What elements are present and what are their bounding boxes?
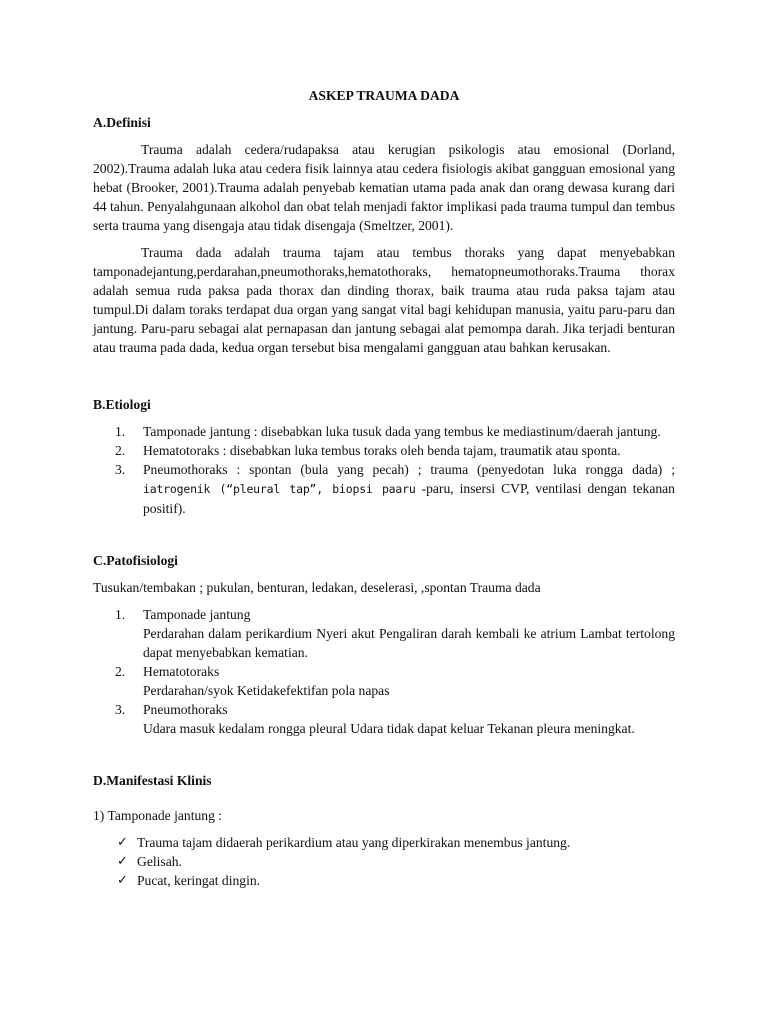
checkmark-icon: ✓: [117, 873, 128, 888]
list-item: [93, 871, 675, 890]
heading-manifestasi: D.Manifestasi Klinis: [93, 773, 212, 788]
checkmark-icon: ✓: [117, 854, 128, 869]
list-item: [93, 852, 675, 871]
definisi-paragraph-1: Trauma adalah cedera/rudapaksa atau kerugian psikologis atau emosional (Dorland, 2002).Trauma adalah luka atau cedera fisik lainnya atau cedera fisiologis akibat gangguan emosional yang hebat (Brooker, 2001).Trauma adalah penyebab kematian utama pada anak dan orang dewasa kurang dari 44 tahun. Penyalahgunaan alkohol dan obat telah menjadi faktor implikasi pada trauma tumpul dan tembus serta trauma yang disengaja atau tidak disengaja (Smeltzer, 2001).: [93, 142, 675, 233]
list-text: Pucat, keringat dingin.: [137, 873, 261, 888]
list-number: 1.: [115, 607, 126, 622]
list-text: Gelisah.: [137, 854, 182, 869]
list-item: [93, 422, 675, 441]
list-text: Tamponade jantung : disebabkan luka tusuk dada yang tembus ke mediastinum/daerah jantung.: [143, 424, 661, 439]
heading-definisi: A.Definisi: [93, 115, 151, 130]
manifestasi-checklist: [93, 833, 675, 890]
list-title: Hematotoraks: [143, 664, 220, 679]
list-number: 3.: [115, 702, 126, 717]
document-title: ASKEP TRAUMA DADA: [308, 88, 460, 103]
list-number: 2.: [115, 443, 126, 458]
list-text: Trauma tajam didaerah perikardium atau yang diperkirakan menembus jantung.: [137, 835, 571, 850]
list-text-compound: [143, 460, 675, 518]
list-text: Hematotoraks : disebabkan luka tembus toraks oleh benda tajam, traumatik atau sponta.: [143, 443, 621, 458]
patofisiologi-list: [93, 605, 675, 738]
list-text-mono: iatrogenik (“pleural tap”, biopsi paaru: [143, 482, 416, 496]
list-item: [93, 605, 675, 662]
manifestasi-subheading: 1) Tamponade jantung :: [93, 808, 223, 823]
list-desc: Udara masuk kedalam rongga pleural Udara tidak dapat keluar Tekanan pleura meningkat.: [143, 721, 635, 736]
list-item: [93, 662, 675, 700]
list-number: 1.: [115, 424, 126, 439]
heading-etiologi: B.Etiologi: [93, 397, 151, 412]
list-item: [93, 460, 675, 518]
list-body: [143, 662, 675, 700]
list-number: 2.: [115, 664, 126, 679]
patofisiologi-intro: Tusukan/tembakan ; pukulan, benturan, ledakan, deselerasi, ,spontan Trauma dada: [93, 580, 541, 595]
list-text-part-b: -paru, insersi CVP, ventilasi dengan tekanan positif).: [143, 481, 675, 516]
list-title: Pneumothoraks: [143, 702, 228, 717]
etiologi-list: [93, 422, 675, 518]
heading-patofisiologi: C.Patofisiologi: [93, 553, 178, 568]
list-desc: Perdarahan dalam perikardium Nyeri akut Pengaliran darah kembali ke atrium Lambat tertolong dapat menyebabkan kematian.: [143, 626, 675, 660]
definisi-paragraph-2: Trauma dada adalah trauma tajam atau tembus thoraks yang dapat menyebabkan tamponadejantung,perdarahan,pneumothoraks,hematothoraks, hematopneumothoraks.Trauma thorax adalah semua ruda paksa pada thorax dan dinding thorax, baik trauma atau ruda paksa tajam atau tumpul.Di dalam toraks terdapat dua organ yang sangat vital bagi kehidupan manusia, yaitu paru-paru dan jantung. Paru-paru sebagai alat pernapasan dan jantung sebagai alat pemompa darah. Jika terjadi benturan atau trauma pada dada, kedua organ tersebut bisa mengalami gangguan atau bahkan kerusakan.: [93, 245, 675, 355]
list-desc: Perdarahan/syok Ketidakefektifan pola napas: [143, 683, 390, 698]
list-body: [143, 700, 675, 738]
list-item: [93, 833, 675, 852]
checkmark-icon: ✓: [117, 835, 128, 850]
list-number: 3.: [115, 462, 126, 477]
list-body: [143, 605, 675, 662]
list-item: [93, 441, 675, 460]
list-title: Tamponade jantung: [143, 607, 251, 622]
list-item: [93, 700, 675, 738]
list-text-part-a: Pneumothoraks : spontan (bula yang pecah) ; trauma (penyedotan luka rongga dada) ;: [143, 462, 675, 477]
